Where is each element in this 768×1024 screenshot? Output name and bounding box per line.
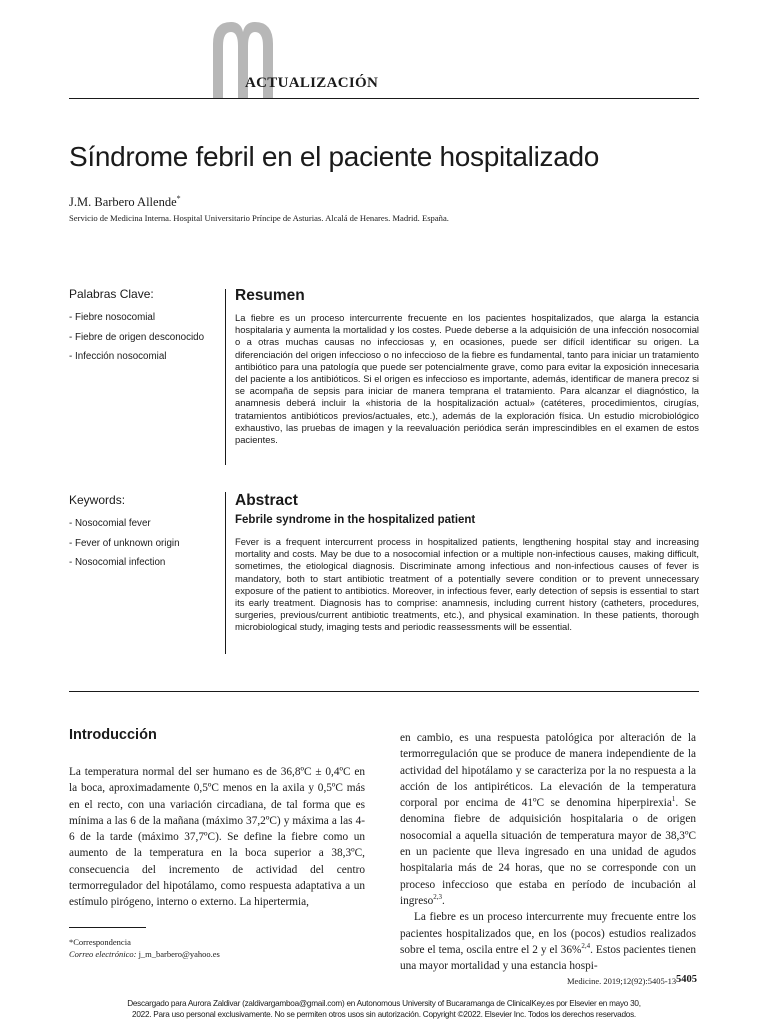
author-mark: * — [176, 194, 181, 203]
author-name: J.M. Barbero Allende — [69, 195, 177, 210]
keyword-en-item: - Nosocomial infection — [69, 557, 166, 568]
text-run: La fiebre es un proceso intercurrente muy frecuente entre los pacientes hospitalizados que, en los (pocos) estudios realizados sobre el tema, oscila entre el 2 y el 36% — [400, 911, 696, 956]
keywords-en-list — [69, 518, 180, 577]
keywords-es-heading: Palabras Clave: — [69, 287, 154, 301]
abstract-heading: Abstract — [235, 492, 298, 509]
abstract-divider — [225, 492, 226, 654]
abstract-bottom-divider — [69, 691, 699, 692]
footnote-divider — [69, 927, 146, 928]
article-title: Síndrome febril en el paciente hospitalizado — [69, 141, 600, 172]
keyword-en-item: - Nosocomial fever — [69, 518, 151, 529]
email-address[interactable]: j_m_barbero@yahoo.es — [138, 949, 220, 959]
keywords-en-heading: Keywords: — [69, 493, 126, 507]
text-run: . Estos pacientes tienen una mayor mortalidad y una estancia hospi- — [400, 943, 696, 973]
keywords-es-list — [69, 312, 204, 371]
introduction-paragraph — [400, 909, 696, 974]
footnote-email-line — [69, 949, 220, 959]
introduction-right-column — [400, 730, 696, 974]
keyword-es-item: - Fiebre nosocomial — [69, 312, 156, 323]
journal-citation: Medicine. 2019;12(92):5405-13 — [567, 976, 677, 986]
citation-ref: 2,4 — [581, 942, 591, 951]
resumen-text: La fiebre es un proceso intercurrente frecuente en los pacientes hospitalizados, que alarga la estancia hospitalaria y aumenta la mortalidad y los costes. Puede deberse a la adquisición de una infección nosocomial o a otras muchas causas no infecciosas y, en ocasiones, puede ser difícil identificar su origen. La diferenciación del origen infeccioso o no infeccioso de la fiebre es fundamental, tanto para iniciar un tratamiento antibiótico para una patología que puede ser potencialmente grave, como para evitar la exposición innecesaria del paciente a los antibióticos. Si el origen es infeccioso es importante, además, identificar de manera precoz si se acompaña de sepsis para iniciar de manera temprana el tratamiento. Para alcanzar el diagnóstico, la anamnesis deberá incluir la «historia de la hospitalización actual» (catéteres, procedimientos, cirugías, tratamientos antibióticos previos/actuales, etc.), además de la exploración física. Un estudio microbiológico exhaustivo, las pruebas de imagen y la reevaluación periódica serán imprescindibles en el examen de estos pacientes. — [235, 312, 699, 446]
section-label: ACTUALIZACIÓN — [245, 75, 379, 91]
author-affiliation: Servicio de Medicina Interna. Hospital Universitario Príncipe de Asturias. Alcalá de Henares. Madrid. España. — [69, 213, 449, 223]
page-number: 5405 — [676, 974, 697, 985]
citation-ref: 2,3 — [433, 893, 443, 902]
footnote-correspondence: *Correspondencia — [69, 937, 131, 947]
download-notice-line-1: Descargado para Aurora Zaldivar (zaldivargamboa@gmail.com) en Autonomous University of Bucaramanga de ClinicalKey.es por Elsevier en mayo 30, — [127, 999, 641, 1008]
keyword-en-item: - Fever of unknown origin — [69, 537, 180, 549]
header-divider — [69, 98, 699, 99]
email-label: Correo electrónico: — [69, 949, 137, 959]
introduction-heading: Introducción — [69, 727, 157, 743]
text-run: . — [442, 894, 445, 907]
text-run: . Se denomina fiebre de adquisición hospitalaria o de origen nosocomial a aquella situación de temperatura mayor de 38,3ºC en un paciente que lleva ingresado en una unidad de agudos hospitalaria más de 24 horas, que no se corresponde con un proceso infeccioso que estaba en período de incubación al ingreso — [400, 797, 696, 907]
introduction-left-column — [69, 764, 365, 911]
download-notice-line-2: 2022. Para uso personal exclusivamente. No se permiten otros usos sin autorización. Copyright ©2022. Elsevier Inc. Todos los derechos reservados. — [132, 1010, 636, 1019]
resumen-heading: Resumen — [235, 287, 305, 304]
resumen-divider — [225, 289, 226, 465]
keyword-es-item: - Infección nosocomial — [69, 351, 167, 362]
citation-ref: 1 — [671, 795, 676, 804]
keyword-es-item: - Fiebre de origen desconocido — [69, 331, 205, 343]
author-line — [69, 194, 181, 210]
text-run: en cambio, es una respuesta patológica por alteración de la termorregulación que se produce de manera independiente de la actividad del hipotálamo y se caracteriza por la no respuesta a la acción de los antipiréticos. La elevación de la temperatura corporal por encima de 41ºC se denomina hiperpirexia — [400, 732, 696, 810]
abstract-subtitle: Febrile syndrome in the hospitalized patient — [235, 514, 476, 526]
abstract-text: Fever is a frequent intercurrent process in hospitalized patients, lengthening hospital stay and increasing mortality and costs. May be due to a nosocomial infection or a multiple non-infectious causes, making difficult, sometimes, the etiological diagnosis. Discriminate among infectious and non-infectious causes of fever is mandatory, both to start antibiotic treatment of a potentially severe condition or to prevent unnecessary exposure of the patient to antibiotics. Moreover, in infectious fever, early detection of sepsis is essential to start its early treatment. Diagnosis has to comprise: anamnesis, including current history (catheters, procedures, surgeries, previous/current antibiotic treatments, etc.), and physical examination. In these patients, thorough microbiological study, imaging tests and periodic reassessments will be essential. — [235, 536, 699, 633]
introduction-paragraph: La temperatura normal del ser humano es de 36,8ºC ± 0,4ºC en la boca, aproximadamente 0,5ºC menos en la axila y 0,5ºC más en el recto, con una variación circadiana, de tal forma que es mínima a las 6 de la mañana (máximo 37,2ºC) y máxima a las 4-6 de la tarde (máximo 37,7ºC). Se define la fiebre como un aumento de la temperatura en la boca superior a 38,3ºC, consecuencia del incremento de actividad del centro termorregulador del hipotálamo, como respuesta adaptativa a un estímulo pirógeno, interno o externo. La hipertermia, — [69, 766, 365, 909]
introduction-paragraph — [400, 730, 696, 909]
